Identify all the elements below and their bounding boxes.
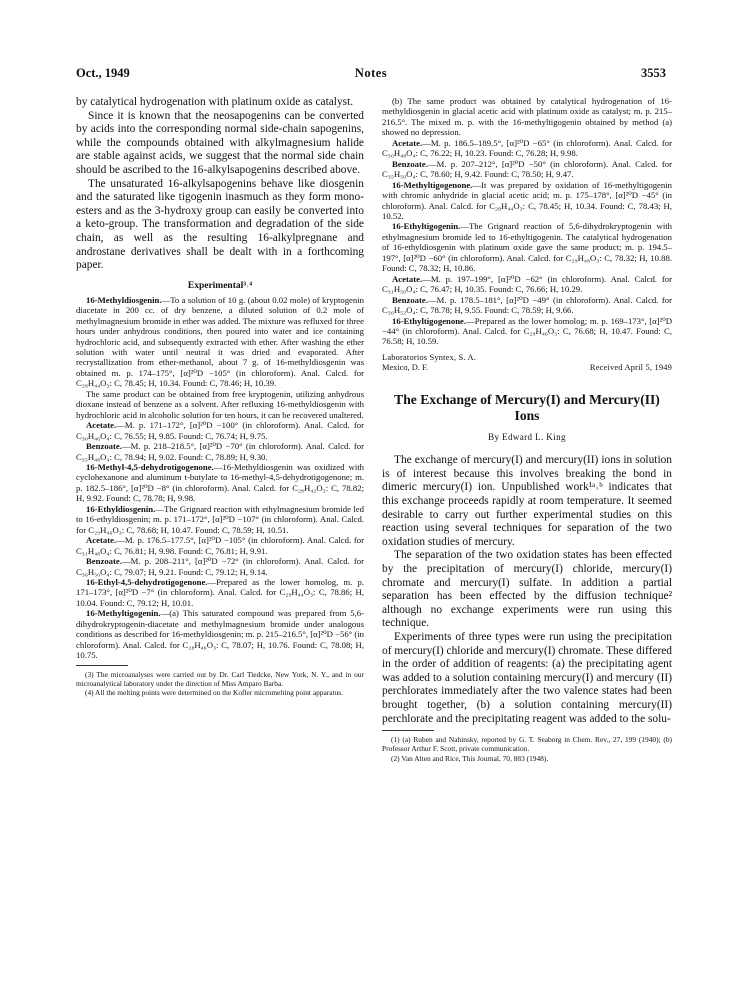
entry-text: —M. p. 178.5–181°, [α]²⁰D −49° (in chloroform). Anal. Calcd. for C₃₆H₅₂O₄: C, 78.78; H, 9.55. Found: C, 78.59; H, 9.66. xyxy=(382,294,672,316)
entry-text: —M. p. 171–172°, [α]²⁰D −100° (in chloroform). Anal. Calcd. for C₃₀H₄₆O₄: C, 76.55; H, 9.85. Found: C, 76.74; H, 9.75. xyxy=(76,420,364,441)
experimental-entry xyxy=(76,577,364,608)
compound-name: 16-Ethyltigogenin. xyxy=(392,221,461,232)
compound-name: 16-Methyl-4,5-dehydrotigogenone. xyxy=(86,461,214,472)
compound-name: Benzoate. xyxy=(392,158,428,169)
article-title xyxy=(382,392,672,423)
compound-name: 16-Ethyltigogenone. xyxy=(392,315,467,326)
body-paragraph: The unsaturated 16-alkylsapogenins behave like diosgenin and the saturated like tigogenin inasmuch as they form mono-esters and as the 3-hydroxy group can easily be converted into a keto-group. The transformation and degradation of the side chain, as well as the resulting 16-alkylpregnane and androstane derivatives shall be dealt with in a forthcoming paper. xyxy=(76,177,364,272)
entry-text: —To a solution of 10 g. (about 0.02 mole) of kryptogenin diacetate in 200 cc. of dry benzene, a diluted solution of 0.2 mole of methylmagnesium bromide in ether was added. The mixture was refluxed for three hours under anhydrous conditions, then poured into water and ice containing hydrochloric acid, and subsequently extracted with ether. After washing the ether solution with water until neutral it was dried and evaporated. After recrystallization from ether-methanol, about 7 g. of 16-methyldiosgenin was obtained m. p. 174–175°, [α]²⁰D −105° (in chloroform). Anal. Calcd. for C₂₈H₄₄O₃: C, 78.45; H, 10.34. Found: C, 78.46; H, 10.39. xyxy=(76,294,364,389)
received-date: Received April 5, 1949 xyxy=(589,363,672,373)
entry-text: —M. p. 197–199°, [α]²⁰D −62° (in chloroform). Anal. Calcd. for C₃₁H₅₀O₄: C, 76.47; H, 10.35. Found: C, 76.66; H, 10.29. xyxy=(382,273,672,295)
footnote-rule xyxy=(76,665,128,666)
page-number: 3553 xyxy=(641,66,666,80)
experimental-entry xyxy=(76,556,364,577)
compound-name: Benzoate. xyxy=(86,441,122,452)
page-header xyxy=(76,66,666,84)
experimental-entry xyxy=(76,535,364,556)
experimental-entry xyxy=(382,295,672,316)
experimental-entry xyxy=(76,608,364,660)
compound-name: 16-Methyltigogenone. xyxy=(392,179,473,190)
experimental-entry xyxy=(76,441,364,462)
experimental-entry: (b) The same product was obtained by catalytical hydrogenation of 16-methyldiosgenin in glacial acetic acid with platinum oxide as catalyst; m. p. 215–216.5°. The mixed m. p. with the 16-methyltigogenin obtained by method (a) showed no depression. xyxy=(382,96,672,138)
footnote: (4) All the melting points were determined on the Kofler micromelting point apparatus. xyxy=(85,687,343,697)
entry-text: —M. p. 207–212°, [α]²⁰D −50° (in chloroform). Anal. Calcd. for C₃₅H₅₀O₄: C, 78.60; H, 9.42. Found: C, 78.50; H, 9.47. xyxy=(382,158,672,180)
compound-name: 16-Methyltigogenin. xyxy=(86,608,161,619)
experimental-entry: The same product can be obtained from free kryptogenin, utilizing anhydrous dioxane instead of benzene as a solvent. After refluxing 16-methyldiosgenin with hydrochloric acid in alcoholic solution for ten hours, it can be recovered unaltered. xyxy=(76,388,364,420)
compound-name: 16-Ethyl-4,5-dehydrotigogenone. xyxy=(86,576,208,587)
compound-name: Acetate. xyxy=(86,535,117,546)
experimental-entry xyxy=(76,504,364,535)
article-title-line: The Exchange of Mercury(I) and Mercury(II) xyxy=(394,392,660,408)
body-paragraph: The separation of the two oxidation states has been effected by the precipitation of mercury(I) chloride, mercury(I) chromate and mercury(I) sulfate. In addition a partial separation has been effected by the diffusion technique² although no exchange experiments were run using this technique. xyxy=(382,549,672,630)
laboratory-location: Mexico, D. F. xyxy=(382,363,429,373)
entry-text: —M. p. 208–211°, [α]²⁰D −72° (in chloroform). Anal. Calcd. for C₃₆H₅₀O₄: C, 79.07; H, 9.21. Found: C, 79.12; H, 9.14. xyxy=(76,556,364,577)
experimental-entry xyxy=(76,462,364,504)
right-column xyxy=(382,96,672,763)
entry-text: —(a) This saturated compound was prepared from 5,6-dihydrokryptogenin-diacetate and methylmagnesium bromide under analogous conditions as described for 16-methyldiosgenin; m. p. 215–216.5°, [α]²⁰D −56° (in chloroform). Anal. Calcd. for C₂₈H₄₆O₃: C, 78.07; H, 10.76. Found: C, 78.08; H, 10.75. xyxy=(76,608,364,661)
footnote-rule xyxy=(382,730,434,731)
experimental-heading: Experimental³˒⁴ xyxy=(187,280,253,291)
laboratory-affiliation: Laboratorios Syntex, S. A. xyxy=(382,352,477,362)
compound-name: Acetate. xyxy=(392,137,423,148)
entry-text: —M. p. 176.5–177.5°, [α]²⁰D −105° (in chloroform). Anal. Calcd. for C₃₁H₄₈O₄: C, 76.81; H, 9.98. Found: C, 76.81; H, 9.91. xyxy=(76,535,364,556)
entry-text: —M. p. 218–218.5°, [α]²⁰D −70° (in chloroform). Anal. Calcd. for C₃₅H₄₈O₄: C, 78.94; H, 9.02. Found: C, 78.89; H, 9.30. xyxy=(76,441,364,462)
compound-name: Benzoate. xyxy=(86,556,122,567)
article-title-line: Ions xyxy=(514,407,540,423)
entry-text: —Prepared as the lower homolog, m. p. 171–173°, [α]²⁰D −7° (in chloroform). Anal. Calcd. for C₂₉H₄₄O₃: C, 78.86; H, 10.04. Found: C, 79.12; H, 10.01. xyxy=(76,576,364,608)
body-paragraph: Since it is known that the neosapogenins can be converted by acids into the corresponding normal side-chain sapogenins, while the compounds obtained with alkylmagnesium halide are stable against acids, we suggest that the normal side chain should be ascribed to the 16-alkylsapogenins described above. xyxy=(76,109,364,176)
footnote: (2) Van Alten and Rice, This Journal, 70, 883 (1948). xyxy=(391,753,549,763)
experimental-entry xyxy=(382,221,672,273)
entry-text: —The Grignard reaction with ethylmagnesium bromide led to 16-ethyldiosgenin; m. p. 171–172°, [α]²⁰D −107° (in chloroform). Anal. Calcd. for C₂₉H₄₆O₃: C, 78.68; H, 10.47. Found: C, 78.59; H, 10.51. xyxy=(76,503,364,535)
compound-name: Acetate. xyxy=(86,420,117,431)
compound-name: 16-Methyldiosgenin. xyxy=(86,294,162,305)
experimental-entry xyxy=(382,138,672,159)
experimental-entry xyxy=(76,295,364,389)
left-column xyxy=(76,96,364,697)
entry-text: —The Grignard reaction of 5,6-dihydrokryptogenin with ethylmagnesium bromide led to 16-ethyltigogenin. The catalytical hydrogenation of 16-ethyldiosgenin with platinum oxide gave the same product; m. p. 194.5–197°, [α]²⁰D −60° (in chloroform). Anal. Calcd. for C₂₉H₄₈O₃: C, 78.32; H, 10.88. Found: C, 78.32; H, 10.86. xyxy=(382,221,672,274)
body-paragraph: by catalytical hydrogenation with platinum oxide as catalyst. xyxy=(76,96,354,108)
footnote: (3) The microanalyses were carried out by Dr. Carl Tiedcke, New York, N. Y., and in our microanalytical laboratory under the direction of Miss Amparo Barba. xyxy=(76,669,364,688)
experimental-entry xyxy=(382,316,672,347)
header-date: Oct., 1949 xyxy=(76,66,130,80)
location-row xyxy=(382,363,672,374)
compound-name: Benzoate. xyxy=(392,294,428,305)
experimental-entry xyxy=(382,274,672,295)
compound-name: Acetate. xyxy=(392,273,423,284)
experimental-entry xyxy=(76,420,364,441)
footnote: (1) (a) Ruben and Nahinsky, reported by G. T. Seaborg in Chem. Rev., 27, 199 (1940); (b) Professor Arthur F. Scott, private communication. xyxy=(382,735,672,754)
entry-text: —Prepared as the lower homolog; m. p. 169–173°, [α]²⁰D −44° (in chloroform). Anal. Calcd. for C₂₉H₄₆O₃: C, 76.68; H, 10.47. Found: C, 76.58; H, 10.59. xyxy=(382,315,672,347)
running-title: Notes xyxy=(354,66,388,80)
experimental-entry xyxy=(382,180,672,222)
compound-name: 16-Ethyldiosgenin. xyxy=(86,503,156,514)
entry-text: —It was prepared by oxidation of 16-methyltigogenin with chromic anhydride in glacial acetic acid; m. p. 175–178°, [α]²⁰D −45° (in chloroform). Anal. Calcd. for C₂₈H₄₄O₃: C, 78.45; H, 10.34. Found: C, 78.43; H, 10.52. xyxy=(382,179,672,221)
body-paragraph: Experiments of three types were run using the precipitation of mercury(I) chloride and mercury(I) chromate. These differed in the order of addition of reagents: (a) the precipitating agent was added to a solution containing mercury(I) and mercury (II) perchlorates immediately after the two valence states had been brought together, (b) a solution containing mercury(II) perchlorate and the precipitating reagent was added to the solu- xyxy=(382,630,672,725)
entry-text: —16-Methyldiosgenin was oxidized with cyclohexanone and aluminum t-butylate to 16-methyl-4,5-dehydrotigogenone; m. p. 182.5–186°, [α]²⁰D −8° (in chloroform). Anal. Calcd. for C₂₈H₄₂O₃: C, 78.82; H, 9.92. Found: C, 78.78; H, 9.98. xyxy=(76,461,364,504)
experimental-entry xyxy=(382,159,672,180)
author-byline: By Edward L. King xyxy=(488,432,566,443)
entry-text: —M. p. 186.5–189.5°, [α]²⁰D −65° (in chloroform). Anal. Calcd. for C₃₀H₄₈O₄: C, 76.22; H, 10.23. Found: C, 76.28; H, 9.98. xyxy=(382,137,672,159)
body-paragraph: The exchange of mercury(I) and mercury(II) ions in solution is of interest because this involves breaking the bond in dimeric mercury(I) ion. Unpublished work¹ᵃ˒ᵇ indicates that this exchange proceeds rapidly at room temperature. It seemed desirable to carry out further experimental studies on this reaction using several techniques for separation of the two oxidation studies of mercury. xyxy=(382,454,672,548)
